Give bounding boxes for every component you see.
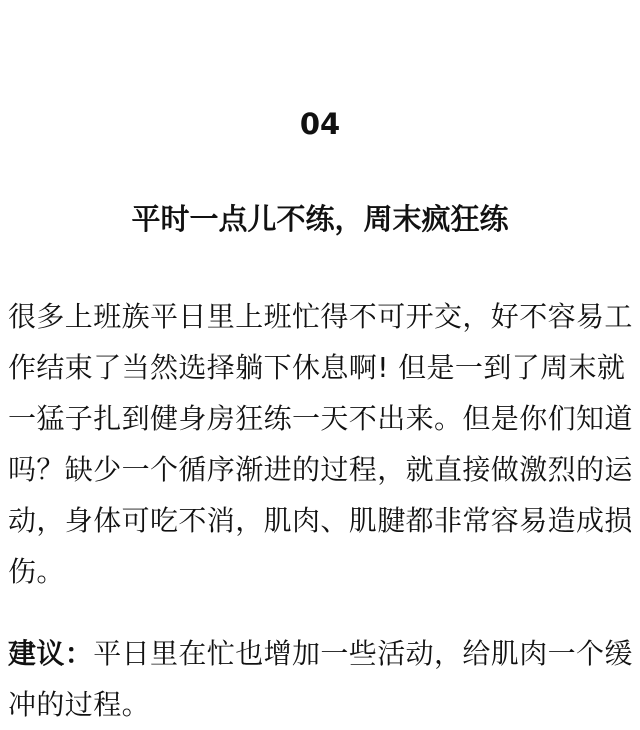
suggestion-text: 平日里在忙也增加一些活动，给肌肉一个缓冲的过程。: [8, 637, 633, 721]
suggestion-label: 建议：: [8, 637, 94, 670]
section-title: 平时一点儿不练，周末疯狂练: [131, 202, 509, 236]
section-number: 04: [299, 107, 341, 141]
body-paragraph: 很多上班族平日里上班忙得不可开交，好不容易工作结束了当然选择躺下休息啊! 但是一到了周末就一猛子扎到健身房狂练一天不出来。但是你们知道吗？缺少一个循序渐进的过程，就直接做激烈的运动，身体可吃不消，肌肉、肌腱都非常容易造成损伤。: [8, 300, 633, 588]
suggestion-paragraph: [8, 628, 634, 730]
